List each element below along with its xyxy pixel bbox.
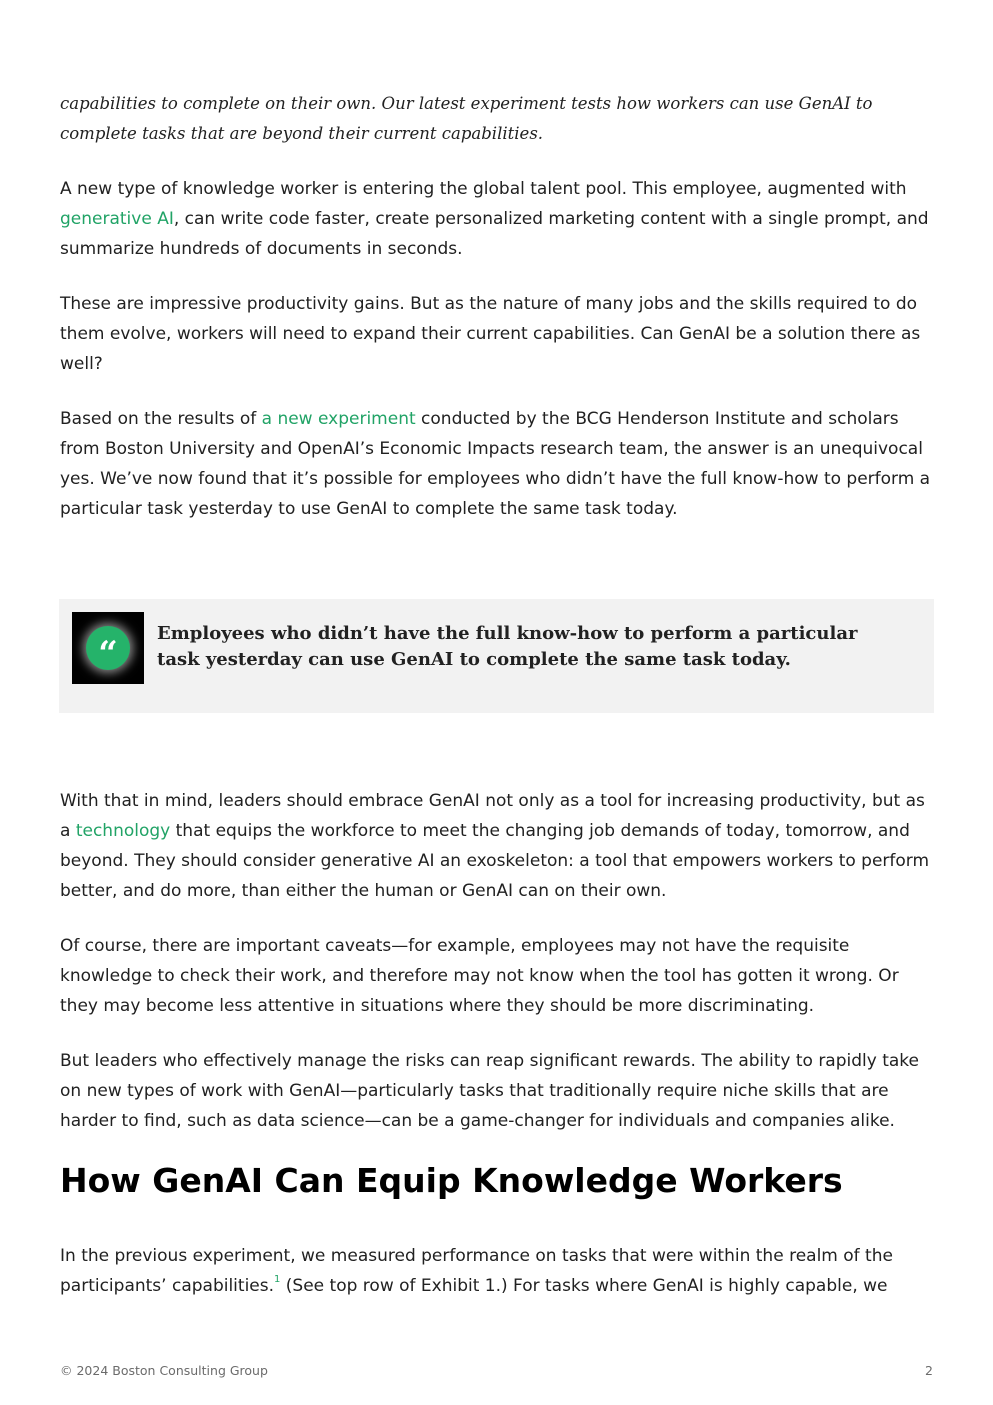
quote-mark-icon: “ <box>86 626 130 670</box>
technology-link[interactable]: technology <box>75 821 171 841</box>
paragraph-knowledge-worker <box>60 174 940 264</box>
paragraph-text: With that in mind, leaders should embrace GenAI not only as a tool for increasing productivity, but as a <box>60 791 925 841</box>
quote-icon-tile <box>72 612 144 684</box>
paragraph-text: , can write code faster, create personalized marketing content with a single prompt, and summarize hundreds of documents in seconds. <box>60 209 929 259</box>
section-heading: How GenAI Can Equip Knowledge Workers <box>60 1161 843 1200</box>
paragraph-previous-experiment <box>60 1241 940 1301</box>
generative-ai-link[interactable]: generative AI <box>60 209 174 229</box>
paragraph-rewards: But leaders who effectively manage the risks can reap significant rewards. The ability to rapidly take on new types of work with GenAI—particularly tasks that traditionally require niche skills that are harder to find, such as data science—can be a game-changer for individuals and companies alike. <box>60 1051 919 1131</box>
paragraph-experiment-results <box>60 404 940 524</box>
paragraph-exoskeleton <box>60 786 940 906</box>
pull-quote <box>59 599 934 713</box>
paragraph-text: (See top row of Exhibit 1.) For tasks where GenAI is highly capable, we <box>280 1276 888 1296</box>
pull-quote-text: Employees who didn’t have the full know-how to perform a particular task yesterday can use GenAI to complete the same task today. <box>157 623 858 670</box>
new-experiment-link[interactable]: a new experiment <box>261 409 416 429</box>
intro-italic-text: capabilities to complete on their own. Our latest experiment tests how workers can use GenAI to complete tasks that are beyond their current capabilities. <box>60 94 873 143</box>
paragraph-text: A new type of knowledge worker is entering the global talent pool. This employee, augmented with <box>60 179 907 199</box>
page-number: 2 <box>925 1363 933 1378</box>
paragraph-caveats: Of course, there are important caveats—for example, employees may not have the requisite knowledge to check their work, and therefore may not know when the tool has gotten it wrong. Or they may become less attentive in situations where they should be more discriminating. <box>60 936 899 1016</box>
paragraph-text: Based on the results of <box>60 409 262 429</box>
paragraph-text: that equips the workforce to meet the changing job demands of today, tomorrow, and beyond. They should consider generative AI an exoskeleton: a tool that empowers workers to perform better, and do more, than either the human or GenAI can on their own. <box>60 821 930 901</box>
paragraph-text: In the previous experiment, we measured performance on tasks that were within the realm of the participants’ capabilities. <box>60 1246 893 1296</box>
footnote-link[interactable]: 1 <box>274 1274 281 1285</box>
footer-copyright: © 2024 Boston Consulting Group <box>60 1363 268 1378</box>
paragraph-productivity-gains: These are impressive productivity gains. But as the nature of many jobs and the skills required to do them evolve, workers will need to expand their current capabilities. Can GenAI be a solution there as well? <box>60 294 921 374</box>
paragraph-text: conducted by the BCG Henderson Institute and scholars from Boston University and OpenAI’s Economic Impacts research team, the answer is an unequivocal yes. We’ve now found that it’s possible for employees who didn’t have the full know-how to perform a particular task yesterday to use GenAI to complete the same task today. <box>60 409 931 519</box>
